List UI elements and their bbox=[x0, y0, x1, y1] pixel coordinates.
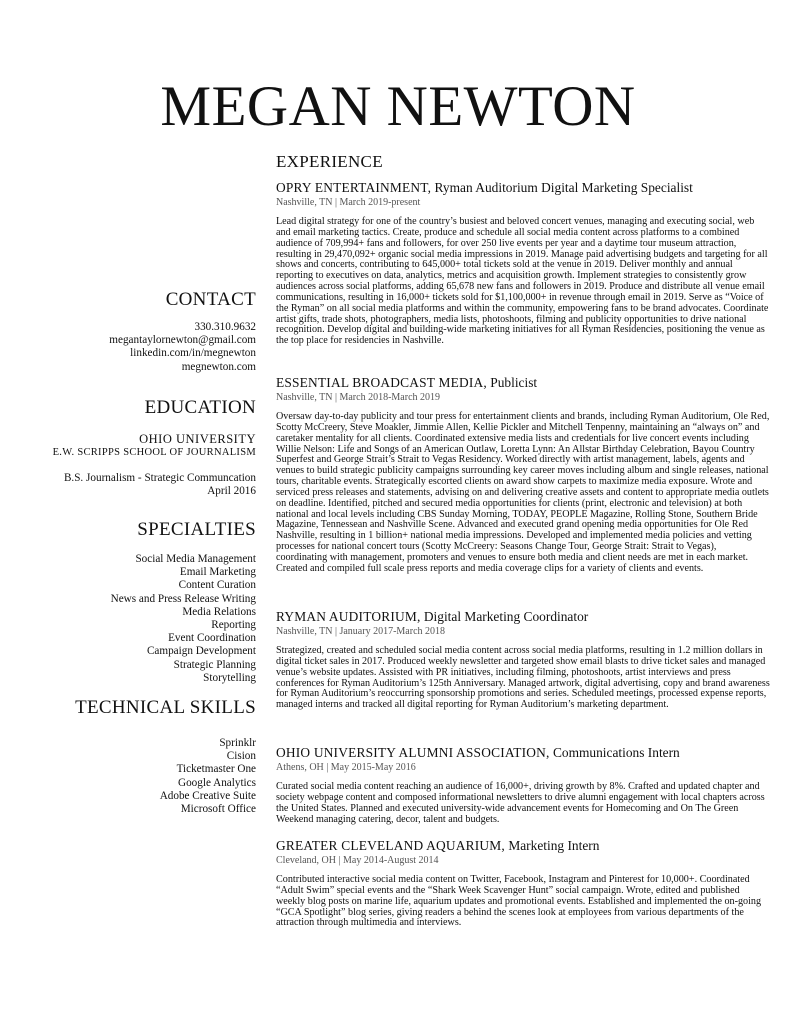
job-role: Digital Marketing Coordinator bbox=[423, 609, 589, 624]
specialty-item: Content Curation bbox=[178, 579, 256, 592]
job-role: Marketing Intern bbox=[508, 838, 600, 853]
contact-website: megnewton.com bbox=[181, 360, 256, 373]
job-company: OPRY ENTERTAINMENT, bbox=[276, 180, 432, 195]
education-section bbox=[6, 398, 256, 499]
job-title bbox=[276, 375, 770, 391]
job-title bbox=[276, 745, 770, 761]
education-degree: B.S. Journalism - Strategic Communcation bbox=[63, 472, 256, 485]
job-role: Communications Intern bbox=[552, 745, 680, 760]
skill-item: Microsoft Office bbox=[180, 803, 256, 816]
skill-item: Sprinklr bbox=[219, 737, 256, 749]
skills-section bbox=[6, 698, 256, 816]
job-entry bbox=[276, 838, 770, 939]
job-entry bbox=[276, 180, 770, 357]
job-description: Curated social media content reaching an audience of 16,000+, driving growth by 8%. Crafted and updated chapter and society webpage content and composed informational newsletters to drive alumni engagement with local chapters across the United States. Planned and executed university-wide advancement events for Homecoming and On The Green Weekend managing catering, decor, talent and budgets. bbox=[276, 781, 765, 825]
job-description: Strategized, created and scheduled social media content across social media platforms, resulting in 1.2 million dollars in digital ticket sales in 2017. Produced weekly newsletter and targeted show email blasts to drive ticket sales and managed venue’s website updates. Assisted with PR initiatives, including filming, photoshoots, artist interviews and press conferences for Ryman Auditorium’s 125th Anniversary. Managed artwork, digital advertising, copy and brand awareness for Ryman Auditorium’s reoccurring sponsorship promotions and series. Scheduled meetings, processed expense reports, managed interns and tracked all digital reporting for Ryman Auditorium’s marketing department. bbox=[276, 645, 770, 711]
specialties-section bbox=[6, 520, 256, 685]
job-company: ESSENTIAL BROADCAST MEDIA, bbox=[276, 375, 487, 390]
job-company: OHIO UNIVERSITY ALUMNI ASSOCIATION, bbox=[276, 745, 550, 760]
contact-section bbox=[6, 290, 256, 374]
contact-phone: 330.310.9632 bbox=[194, 321, 256, 333]
skills-heading: TECHNICAL SKILLS bbox=[75, 697, 256, 718]
skill-item: Google Analytics bbox=[178, 776, 256, 789]
job-role: Ryman Auditorium Digital Marketing Specialist bbox=[434, 180, 693, 195]
job-description: Lead digital strategy for one of the country’s busiest and beloved concert venues, managing and executing social, web and email marketing tactics. Create, produce and schedule all social media content across platforms to a combined audience of 709,994+ fans and followers, for over 250 live events per year and a daytime tour museum attraction, resulting in 29,470,092+ organic social media impressions in 2019. Manage paid advertising budgets and targeting for all shows and concerts, contributing to 645,000+ total tickets sold at the venue in 2019. Deliver monthly and annual reporting to executives on data, analytics, metrics and acquisition growth. Implement strategies to consistently grow audiences across social platforms, adding 65,678 new fans and followers in 2019. Produce and distribute all venue email communications, resulting in 16,000+ tickets sold for $1,100,000+ in revenue through email in 2019. Serve as “Voice of the Ryman” on all social media platforms and within the community, empowering fans to be brand advocates. Coordinate artist gifts, trade shots, photographers, media lists, photoshoots, filming and publicity opportunities to drive national recognition. Develop digital and building-wide marketing initiatives for all Ryman Residencies, positioning the venue as the top place for residencies in Nashville. bbox=[276, 216, 769, 347]
specialties-heading: SPECIALTIES bbox=[137, 519, 256, 540]
job-title bbox=[276, 609, 770, 625]
specialty-item: Event Coordination bbox=[168, 632, 256, 645]
job-description: Contributed interactive social media content on Twitter, Facebook, Instagram and Pinterest for 10,000+. Coordinated “Adult Swim” special events and the “Shark Week Scavenger Hunt” social campaign. Wrote, edited and published weekly blog posts on marine life, aquarium updates and promotional events. Established and implemented the on-going “GCA Spotlight” blog series, giving readers a behind the scenes look at employees from various departments of the attraction through multimedia and interviews. bbox=[276, 874, 762, 929]
specialty-item: Reporting bbox=[211, 619, 256, 632]
job-meta: Nashville, TN | January 2017-March 2018 bbox=[276, 626, 446, 637]
job-title bbox=[276, 838, 770, 854]
contact-email: megantaylornewton@gmail.com bbox=[109, 334, 256, 347]
job-company: RYMAN AUDITORIUM, bbox=[276, 609, 421, 624]
job-meta: Cleveland, OH | May 2014-August 2014 bbox=[276, 855, 439, 866]
specialty-item: Email Marketing bbox=[179, 566, 256, 579]
contact-linkedin: linkedin.com/in/megnewton bbox=[130, 347, 256, 360]
job-meta: Nashville, TN | March 2019-present bbox=[276, 197, 421, 208]
specialty-item: Storytelling bbox=[203, 671, 256, 684]
job-company: GREATER CLEVELAND AQUARIUM, bbox=[276, 838, 505, 853]
job-role: Publicist bbox=[490, 375, 538, 390]
job-entry bbox=[276, 375, 770, 585]
contact-heading: CONTACT bbox=[165, 289, 256, 310]
education-date: April 2016 bbox=[207, 485, 256, 498]
skill-item: Ticketmaster One bbox=[176, 763, 256, 776]
education-university: OHIO UNIVERSITY bbox=[139, 432, 256, 446]
education-school: E.W. SCRIPPS SCHOOL OF JOURNALISM bbox=[52, 447, 256, 458]
job-meta: Athens, OH | May 2015-May 2016 bbox=[276, 762, 416, 773]
specialty-item: Media Relations bbox=[182, 605, 256, 618]
skill-item: Cision bbox=[226, 750, 256, 763]
experience-heading: EXPERIENCE bbox=[276, 152, 383, 171]
job-title bbox=[276, 180, 770, 196]
job-entry bbox=[276, 745, 770, 836]
education-heading: EDUCATION bbox=[144, 397, 256, 418]
specialty-item: News and Press Release Writing bbox=[110, 592, 256, 605]
specialty-item: Social Media Management bbox=[135, 553, 256, 565]
job-meta: Nashville, TN | March 2018-March 2019 bbox=[276, 392, 441, 403]
skill-item: Adobe Creative Suite bbox=[159, 789, 256, 802]
specialty-item: Campaign Development bbox=[146, 645, 256, 658]
specialty-item: Strategic Planning bbox=[173, 658, 256, 671]
job-entry bbox=[276, 609, 770, 721]
job-description: Oversaw day-to-day publicity and tour press for entertainment clients and brands, including Ryman Auditorium, Ole Red, Scotty McCreery, Steve Moakler, Jimmie Allen, Kellie Pickler and Mitchell Tenpenny, maintaining an “always on” and caretaker mentality for all clients. Coordinated extensive media lists and credentials for live concert events including Willie Nelson: Life and Songs of an American Outlaw, Loretta Lynn: An Allstar Birthday Celebration, Bayou Country Superfest and George Strait’s Strait to Vegas Residency. Worked directly with artist management, labels, agents and venues to build strategic publicity campaigns surrounding key career moves including album and single releases, national tours, charitable events. Strategically escorted clients on award show carpets to maximize media exposure. Wrote and serviced press releases and statements, advising on and delivering creative assets and content to appropriate media outlets on deadline. Identified, pitched and secured media opportunities for clients (print, electronic and television) at both national and local levels including CBS Sunday Morning, TODAY, PEOPLE Magazine, Rolling Stone, Southern Bride Magazine, Tennessean and Nashville Scene. Advanced and executed grand opening media opportunities for Ole Red Nashville, resulting in 1 billion+ national media impressions. Developed and implemented media policies and vetting processes for national concert tours (Scotty McCreery: Seasons Change Tour, George Strait: Strait to Vegas), coordinating with management, promoters and venues to ensure both media and client needs are met in each market. Created and compiled full scale press reports and media coverage clips for a variety of clients and events. bbox=[276, 411, 770, 574]
resume-name: MEGAN NEWTON bbox=[160, 75, 636, 138]
